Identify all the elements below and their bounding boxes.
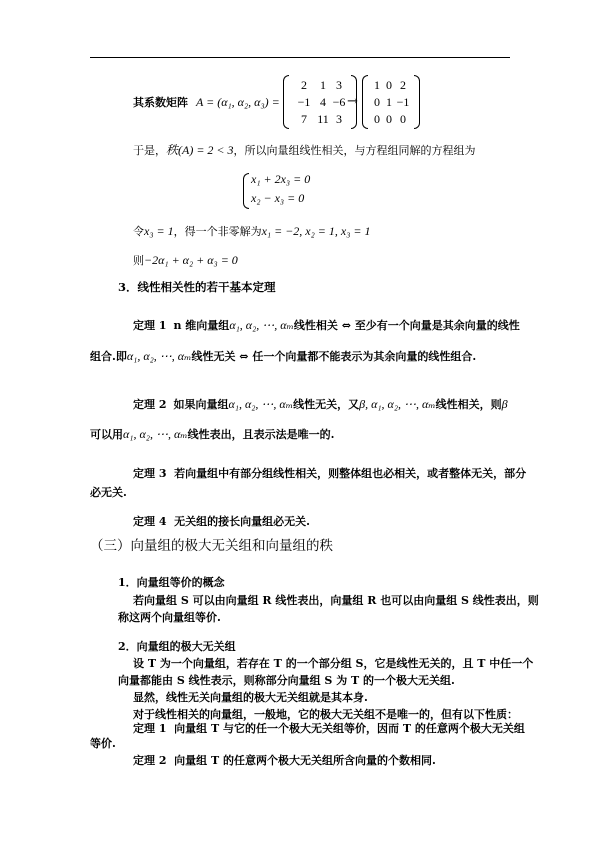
theorem-3-label: 定理 3 bbox=[133, 467, 167, 480]
theorem-2-text-a: 如果向量组 bbox=[173, 398, 229, 411]
system-brace bbox=[243, 173, 249, 209]
equation-2: x₂ − x₃ = 0 bbox=[251, 191, 305, 205]
theorem-2-vectors: α₁, α₂, ⋯, αₘ bbox=[228, 397, 294, 411]
matrix-a-cells bbox=[289, 78, 351, 127]
matrix-cell: 7 bbox=[301, 111, 307, 126]
subsection-2-theorem-2 bbox=[133, 754, 436, 767]
matrix-cell: −1 bbox=[297, 94, 311, 109]
solution-set: x₃ = 1 bbox=[144, 224, 174, 238]
matrix-label: 其系数矩阵 bbox=[133, 96, 188, 109]
relation-lead: 则 bbox=[133, 254, 144, 267]
arrow-icon: → bbox=[347, 94, 358, 109]
equation-1: x₁ + 2x₃ = 0 bbox=[251, 172, 311, 186]
theorem-2-text-e: 线性表出，且表示法是唯一的. bbox=[187, 428, 335, 441]
theorem-1-text-a: n 维向量组 bbox=[173, 319, 230, 332]
subsection-2-theorem-1-line-2: 等价. bbox=[90, 737, 116, 750]
matrix-cell: 0 bbox=[374, 94, 380, 109]
matrix-cell: 4 bbox=[320, 94, 326, 109]
part-3-title: （三）向量组的极大无关组和向量组的秩 bbox=[90, 538, 333, 554]
theorem-2-text-d: 可以用 bbox=[90, 428, 123, 441]
theorem-3-text: 若向量组中有部分组线性相关，则整体组也必相关，或者整体无关，部分 bbox=[174, 467, 527, 480]
theorem-2-line-2 bbox=[90, 427, 334, 441]
section-3-title: 3．线性相关性的若干基本定理 bbox=[118, 280, 276, 294]
theorem-2-text-c: 线性相关，则 bbox=[435, 398, 502, 411]
right-bracket bbox=[414, 75, 420, 129]
matrix-cell: 0 bbox=[386, 77, 392, 92]
solution-mid: ，得一个非零解为 bbox=[173, 225, 262, 238]
subsection-2-line-2: 向量都能由 S 线性表示，则称部分向量组 S 为 T 的一个极大无关组. bbox=[118, 674, 455, 687]
coefficient-matrix bbox=[283, 75, 357, 129]
rank-rest: ，所以向量组线性相关，与方程组同解的方程组为 bbox=[233, 144, 476, 157]
theorem-1-vectors-2: α₁, α₂, ⋯, αₘ bbox=[126, 349, 192, 363]
matrix-cell: 3 bbox=[336, 77, 342, 92]
matrix-cell: 11 bbox=[317, 111, 329, 126]
matrix-cell: 1 bbox=[374, 77, 380, 92]
subsection-2-theorem-1-text: 向量组 T 与它的任一个极大无关组等价，因而 T 的任意两个极大无关组 bbox=[174, 722, 525, 735]
matrix-cell: 0 bbox=[374, 111, 380, 126]
subsection-2-line-4: 对于线性相关的向量组，一般地，它的极大无关组不是唯一的，但有以下性质： bbox=[133, 708, 518, 721]
subsection-1-line-2: 称这两个向量组等价. bbox=[118, 611, 221, 624]
matrix-b-cells bbox=[368, 78, 414, 127]
matrix-cell: −1 bbox=[396, 94, 410, 109]
subsection-1-line-1: 若向量组 S 可以由向量组 R 线性表出，向量组 R 也可以由向量组 S 线性表出，则 bbox=[133, 594, 539, 607]
theorem-2-line-1 bbox=[133, 397, 508, 411]
theorem-4-text: 无关组的接长向量组必无关. bbox=[174, 515, 310, 528]
theorem-1-line-1 bbox=[133, 318, 520, 332]
matrix-cell: 0 bbox=[400, 111, 406, 126]
reduced-matrix bbox=[362, 75, 420, 129]
subsection-1-title: 1．向量组等价的概念 bbox=[118, 576, 225, 589]
matrix-cell: −6 bbox=[332, 94, 346, 109]
theorem-1-text-c: 组合.即 bbox=[90, 350, 127, 363]
subsection-2-line-1: 设 T 为一个向量组，若存在 T 的一个部分组 S，它是线性无关的，且 T 中任一个 bbox=[133, 657, 534, 670]
theorem-1-label: 定理 1 bbox=[133, 319, 167, 332]
matrix-cell: 0 bbox=[386, 111, 392, 126]
theorem-2-label: 定理 2 bbox=[133, 398, 167, 411]
theorem-1-text-d: 线性无关 ⇔ 任一个向量都不能表示为其余向量的线性组合. bbox=[191, 350, 477, 363]
matrix-lhs: A = (α₁, α₂, α₃) = bbox=[196, 95, 280, 109]
theorem-3-line-1 bbox=[133, 467, 526, 480]
theorem-2-text-b: 线性无关，又 bbox=[293, 398, 360, 411]
subsection-2-line-3: 显然，线性无关向量组的极大无关组就是其本身. bbox=[133, 691, 368, 704]
theorem-2-vectors-beta: β, α₁, α₂, ⋯, αₘ bbox=[359, 397, 436, 411]
rank-paragraph bbox=[133, 143, 476, 157]
matrix-cell: 2 bbox=[301, 77, 307, 92]
subsection-2-theorem-2-text: 向量组 T 的任意两个极大无关组所含向量的个数相同. bbox=[174, 754, 436, 767]
rank-lead: 于是， bbox=[133, 144, 166, 157]
header-rule bbox=[90, 57, 510, 58]
relation-paragraph bbox=[133, 253, 238, 267]
solution-values: x₁ = −2, x₂ = 1, x₃ = 1 bbox=[261, 224, 371, 238]
theorem-2-vectors-2: α₁, α₂, ⋯, αₘ bbox=[123, 427, 188, 441]
solution-paragraph bbox=[133, 224, 371, 238]
subsection-2-theorem-1-label: 定理 1 bbox=[133, 722, 167, 735]
theorem-4-label: 定理 4 bbox=[133, 515, 167, 528]
theorem-1-text-b: 线性相关 ⇔ 至少有一个向量是其余向量的线性 bbox=[293, 319, 520, 332]
subsection-2-title: 2．向量组的极大无关组 bbox=[118, 640, 236, 653]
relation-expr: −2α₁ + α₂ + α₃ = 0 bbox=[144, 253, 238, 267]
subsection-2-theorem-1 bbox=[133, 722, 525, 735]
solution-lead: 令 bbox=[133, 225, 144, 238]
theorem-3-line-2: 必无关. bbox=[90, 486, 127, 499]
matrix-cell: 1 bbox=[320, 77, 326, 92]
theorem-2-beta: β bbox=[501, 397, 508, 411]
subsection-2-theorem-2-label: 定理 2 bbox=[133, 754, 167, 767]
matrix-cell: 3 bbox=[336, 111, 342, 126]
rank-expr: 秩(A) = 2 < 3 bbox=[166, 143, 234, 157]
theorem-1-line-2 bbox=[90, 349, 476, 363]
theorem-4 bbox=[133, 515, 310, 528]
matrix-cell: 1 bbox=[386, 94, 392, 109]
matrix-cell: 2 bbox=[400, 77, 406, 92]
theorem-1-vectors: α₁, α₂, ⋯, αₘ bbox=[229, 318, 294, 332]
